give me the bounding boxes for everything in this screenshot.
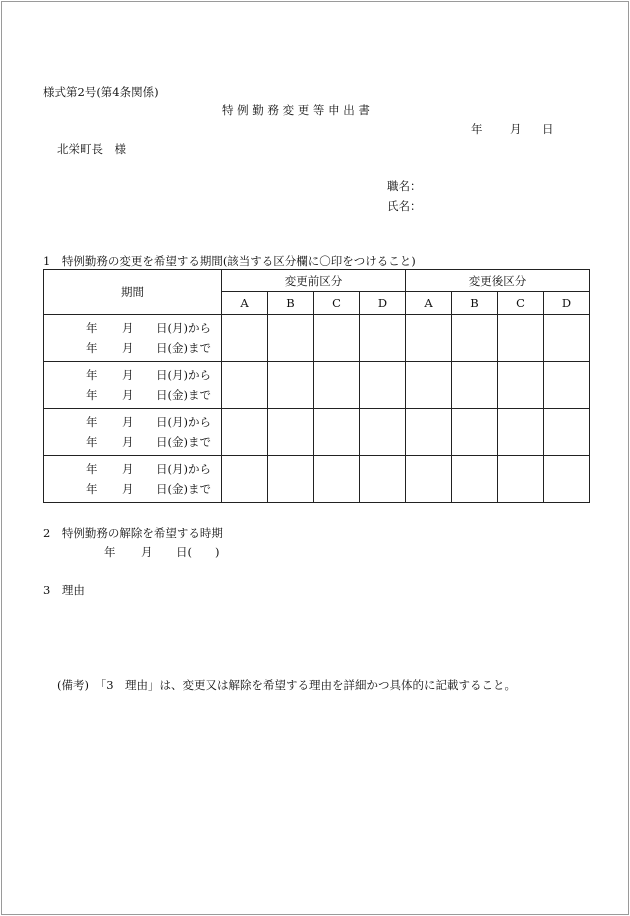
date-month: 月: [510, 122, 522, 136]
from-year: 年: [86, 462, 98, 476]
after-d-cell[interactable]: [544, 362, 590, 409]
after-col-b: B: [452, 292, 498, 315]
post-label: 職名：: [387, 179, 422, 193]
after-a-cell[interactable]: [406, 315, 452, 362]
period-cell: [44, 409, 222, 456]
after-c-cell[interactable]: [498, 409, 544, 456]
before-a-cell[interactable]: [222, 315, 268, 362]
from-year: 年: [86, 415, 98, 429]
after-c-cell[interactable]: [498, 362, 544, 409]
name-label: 氏名：: [387, 199, 422, 213]
date-year: 年: [471, 122, 483, 136]
after-col-c: C: [498, 292, 544, 315]
after-b-cell[interactable]: [452, 362, 498, 409]
after-c-cell[interactable]: [498, 315, 544, 362]
before-c-cell[interactable]: [314, 362, 360, 409]
from-month: 月: [122, 321, 134, 335]
after-col-d: D: [544, 292, 590, 315]
before-c-cell[interactable]: [314, 456, 360, 503]
to-day: 日(金)まで: [156, 341, 211, 355]
from-day: 日(月)から: [156, 415, 211, 429]
after-a-cell[interactable]: [406, 362, 452, 409]
from-day: 日(月)から: [156, 368, 211, 382]
before-class-header: 変更前区分: [222, 270, 406, 292]
page-title: 特 例 勤 務 変 更 等 申 出 書: [222, 103, 370, 117]
period-cell: [44, 362, 222, 409]
to-month: 月: [122, 341, 134, 355]
from-month: 月: [122, 415, 134, 429]
after-d-cell[interactable]: [544, 409, 590, 456]
period-table: [43, 269, 590, 503]
after-a-cell[interactable]: [406, 456, 452, 503]
to-year: 年: [86, 435, 98, 449]
before-col-a: A: [222, 292, 268, 315]
table-row: [44, 315, 590, 362]
before-c-cell[interactable]: [314, 409, 360, 456]
period-header: 期間: [44, 270, 222, 315]
release-day: 日( ): [176, 545, 220, 559]
after-b-cell[interactable]: [452, 409, 498, 456]
to-month: 月: [122, 482, 134, 496]
before-a-cell[interactable]: [222, 456, 268, 503]
to-year: 年: [86, 341, 98, 355]
table-row: [44, 456, 590, 503]
before-b-cell[interactable]: [268, 315, 314, 362]
before-d-cell[interactable]: [360, 456, 406, 503]
to-day: 日(金)まで: [156, 482, 211, 496]
table-row: [44, 362, 590, 409]
before-col-b: B: [268, 292, 314, 315]
release-year: 年: [104, 545, 116, 559]
after-c-cell[interactable]: [498, 456, 544, 503]
to-day: 日(金)まで: [156, 435, 211, 449]
before-a-cell[interactable]: [222, 409, 268, 456]
section2-heading: 2 特例勤務の解除を希望する時期: [43, 526, 223, 540]
to-year: 年: [86, 482, 98, 496]
to-year: 年: [86, 388, 98, 402]
after-d-cell[interactable]: [544, 456, 590, 503]
before-d-cell[interactable]: [360, 315, 406, 362]
table-row: [44, 409, 590, 456]
before-b-cell[interactable]: [268, 456, 314, 503]
before-b-cell[interactable]: [268, 362, 314, 409]
from-month: 月: [122, 368, 134, 382]
release-month: 月: [141, 545, 153, 559]
from-day: 日(月)から: [156, 462, 211, 476]
addressee: 北栄町長 様: [57, 142, 126, 156]
date-day: 日: [542, 122, 554, 136]
before-b-cell[interactable]: [268, 409, 314, 456]
to-month: 月: [122, 435, 134, 449]
after-col-a: A: [406, 292, 452, 315]
after-a-cell[interactable]: [406, 409, 452, 456]
from-month: 月: [122, 462, 134, 476]
period-cell: [44, 315, 222, 362]
from-year: 年: [86, 321, 98, 335]
section3-heading: 3 理由: [43, 583, 85, 597]
after-b-cell[interactable]: [452, 315, 498, 362]
period-cell: [44, 456, 222, 503]
before-col-c: C: [314, 292, 360, 315]
from-year: 年: [86, 368, 98, 382]
after-class-header: 変更後区分: [406, 270, 590, 292]
section1-heading: 1 特例勤務の変更を希望する期間(該当する区分欄に〇印をつけること): [43, 254, 416, 268]
after-d-cell[interactable]: [544, 315, 590, 362]
to-day: 日(金)まで: [156, 388, 211, 402]
to-month: 月: [122, 388, 134, 402]
form-number: 様式第2号(第4条関係): [43, 85, 159, 99]
before-col-d: D: [360, 292, 406, 315]
before-d-cell[interactable]: [360, 409, 406, 456]
remarks: (備考) 「3 理由」は、変更又は解除を希望する理由を詳細かつ具体的に記載すること。: [57, 678, 517, 692]
from-day: 日(月)から: [156, 321, 211, 335]
after-b-cell[interactable]: [452, 456, 498, 503]
before-c-cell[interactable]: [314, 315, 360, 362]
before-a-cell[interactable]: [222, 362, 268, 409]
before-d-cell[interactable]: [360, 362, 406, 409]
